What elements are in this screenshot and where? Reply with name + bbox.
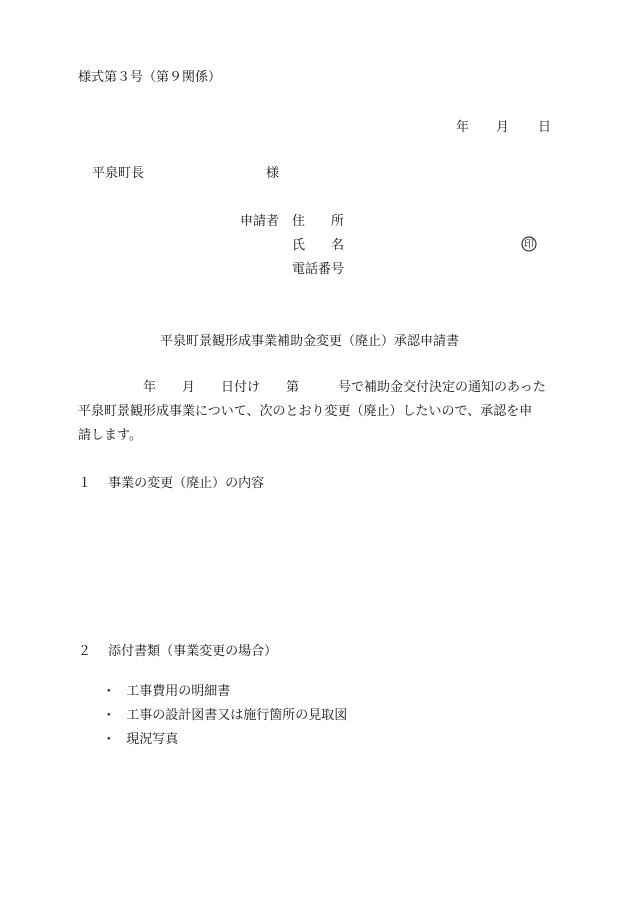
bullet-marker: ・: [102, 708, 116, 723]
document-title: 平泉町景観形成事業補助金変更（廃止）承認申請書: [160, 334, 460, 349]
applicant-label: 申請者: [240, 214, 280, 229]
addressee-mayor: 平泉町長: [92, 166, 145, 181]
date-year-label: 年: [456, 120, 470, 135]
body-line-2: 平泉町景観形成事業について、次のとおり変更（廃止）したいので、承認を申: [78, 404, 533, 419]
name-label: 氏 名: [292, 238, 345, 253]
addressee-honorific: 様: [266, 166, 280, 181]
attachment-text: 工事の設計図書又は施行箇所の見取図: [126, 708, 348, 723]
section-2-heading: ２ 添付書類（事業変更の場合）: [78, 644, 278, 659]
seal-icon: [521, 236, 537, 252]
attachment-item: [94, 716, 178, 748]
date-day-label: 日: [538, 120, 552, 135]
phone-label: 電話番号: [292, 262, 345, 277]
seal-char: 印: [524, 239, 534, 251]
body-line-3: 請します。: [78, 428, 142, 443]
date-month-label: 月: [496, 120, 510, 135]
section-1-heading: １ 事業の変更（廃止）の内容: [78, 476, 265, 491]
bullet-marker: ・: [102, 732, 116, 747]
attachment-text: 現況写真: [126, 732, 179, 747]
seal-circle: [521, 236, 537, 252]
body-line-1: 年 月 日付け 第 号で補助金交付決定の通知のあった: [78, 380, 546, 395]
address-label: 住 所: [292, 214, 345, 229]
form-number: 様式第３号（第９関係）: [78, 70, 222, 85]
attachment-text: 工事費用の明細書: [126, 684, 231, 699]
bullet-marker: ・: [102, 684, 116, 699]
